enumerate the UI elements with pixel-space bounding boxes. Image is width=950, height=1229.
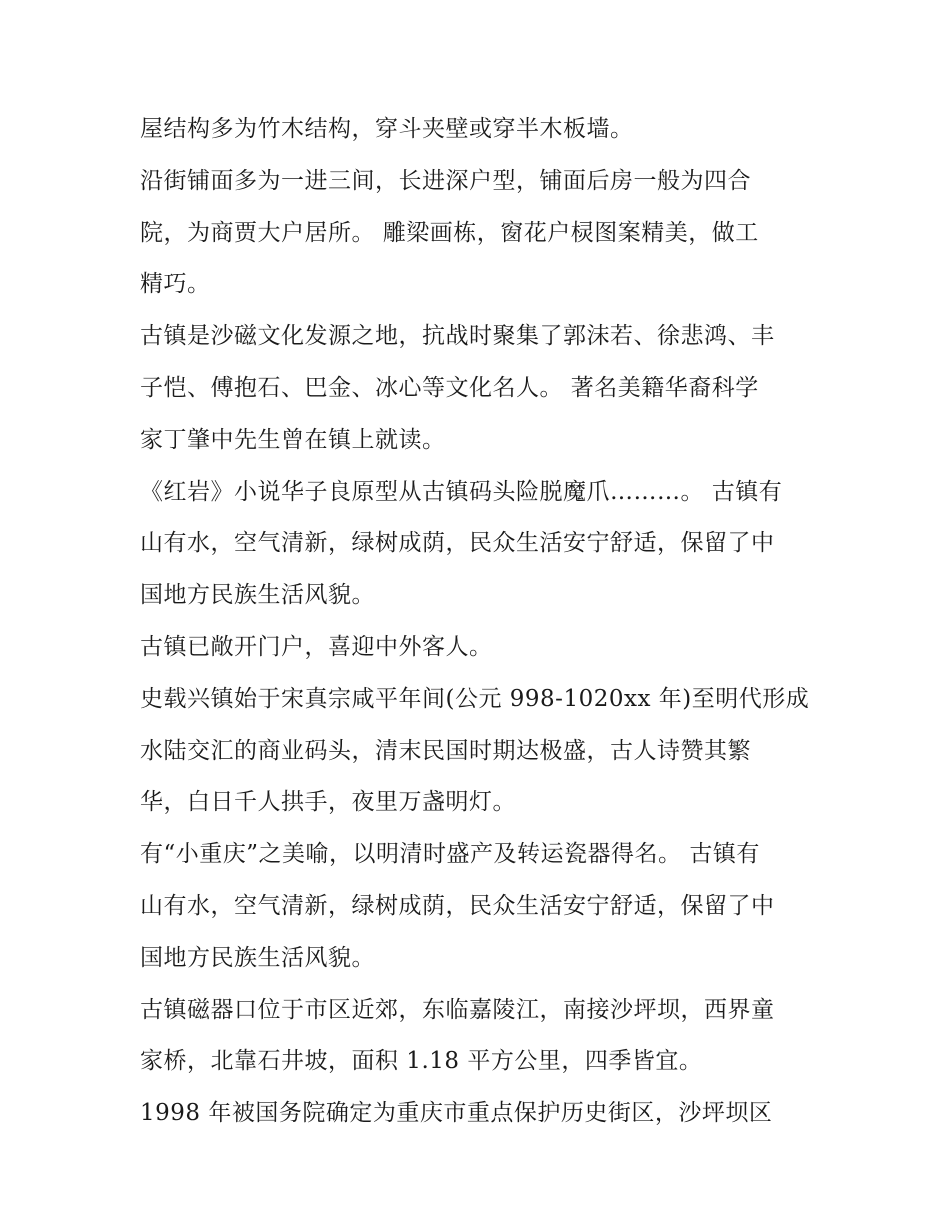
text-line: 沿街铺面多为一进三间，长进深户型，铺面后房一般为四合 [140, 167, 751, 194]
text-line: 国地方民族生活风貌。 [140, 944, 375, 971]
text-line: 1998 年被国务院确定为重庆市重点保护历史街区，沙坪坝区 [140, 1100, 773, 1127]
text-line: 古镇磁器口位于市区近郊，东临嘉陵江，南接沙坪坝，西界童 [140, 996, 775, 1023]
text-line: 水陆交汇的商业码头，清末民国时期达极盛，古人诗赞其繁 [140, 737, 751, 764]
text-line: 古镇是沙磁文化发源之地，抗战时聚集了郭沫若、徐悲鸿、丰 [140, 323, 775, 350]
text-line: 国地方民族生活风貌。 [140, 582, 375, 609]
text-line: 家丁肇中先生曾在镇上就读。 [140, 426, 446, 453]
text-line: 家桥，北靠石井坡，面积 1.18 平方公里，四季皆宜。 [140, 1048, 703, 1075]
text-line: 精巧。 [140, 271, 211, 298]
text-line: 院，为商贾大户居所。 雕梁画栋，窗花户棂图案精美，做工 [140, 219, 759, 246]
text-line: 山有水，空气清新，绿树成荫，民众生活安宁舒适，保留了中 [140, 892, 775, 919]
text-line: 史载兴镇始于宋真宗咸平年间(公元 998-1020xx 年)至明代形成 [140, 685, 810, 712]
text-line: 山有水，空气清新，绿树成荫，民众生活安宁舒适，保留了中 [140, 530, 775, 557]
text-line: 有“小重庆”之美喻，以明清时盛产及转运瓷器得名。 古镇有 [140, 841, 760, 868]
text-line: 子恺、傅抱石、巴金、冰心等文化名人。 著名美籍华裔科学 [140, 374, 759, 401]
text-line: 《红岩》小说华子良原型从古镇码头险脱魔爪………。 古镇有 [140, 478, 783, 505]
body-text [140, 104, 820, 1140]
text-line: 华，白日千人拱手，夜里万盏明灯。 [140, 789, 516, 816]
text-line: 屋结构多为竹木结构，穿斗夹壁或穿半木板墙。 [140, 116, 634, 142]
text-line: 古镇已敞开门户，喜迎中外客人。 [140, 633, 493, 660]
